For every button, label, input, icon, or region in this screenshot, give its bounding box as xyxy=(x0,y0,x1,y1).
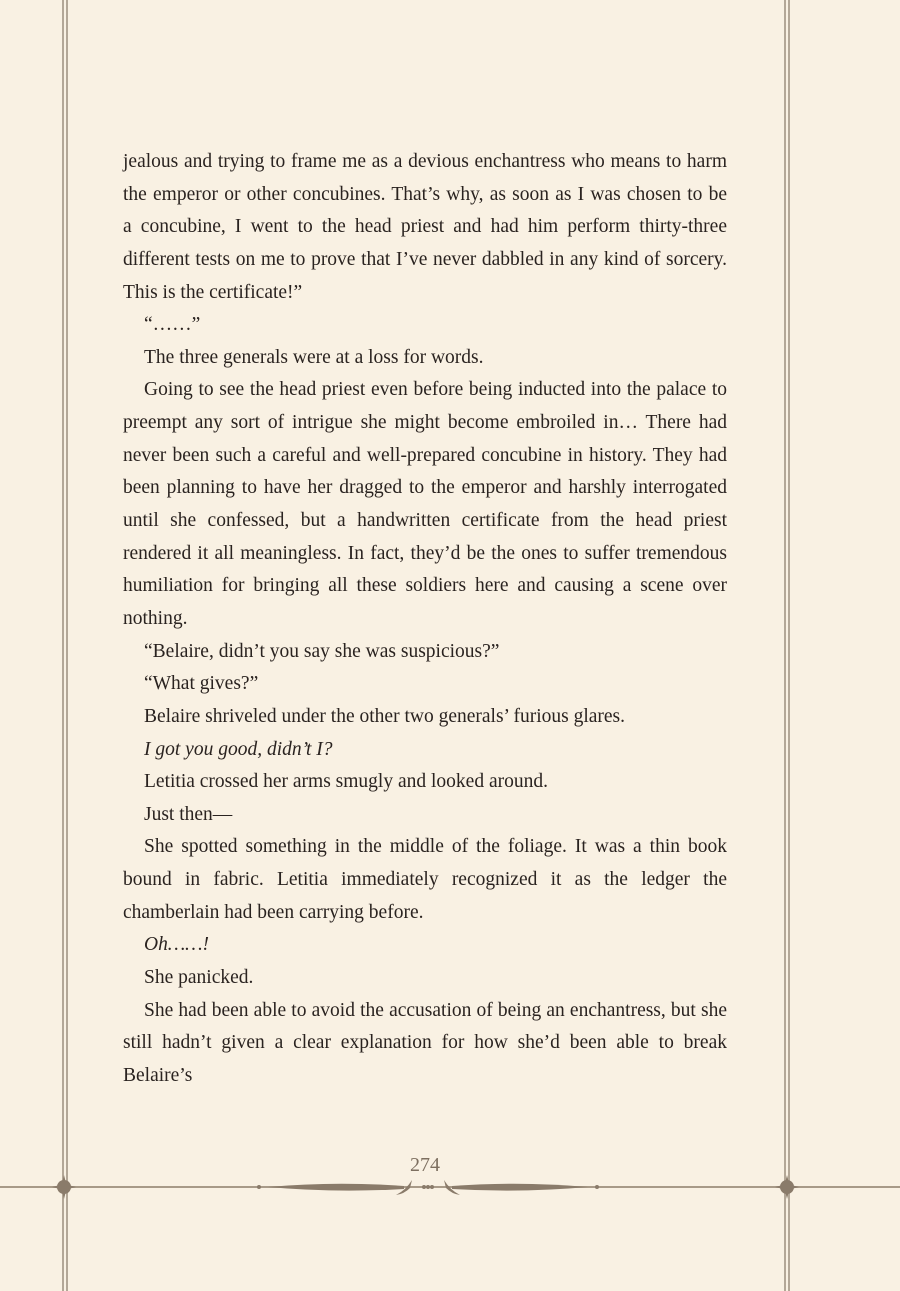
text-line: the emperor or other concubines. That’s why, as soon as I was chosen to be xyxy=(123,183,727,205)
text-line: Letitia crossed her arms smugly and looked around. xyxy=(144,771,548,793)
text-line: a concubine, I went to the head priest and had him perform thirty-three xyxy=(123,216,727,238)
text-line: Belaire shriveled under the other two generals’ furious glares. xyxy=(144,705,626,727)
text-line: The three generals were at a loss for words. xyxy=(144,346,484,368)
text-line: until she confessed, but a handwritten certificate from the head priest xyxy=(123,510,727,532)
text-line: humiliation for bringing all these soldiers here and causing a scene over xyxy=(123,575,727,597)
text-line: nothing. xyxy=(123,607,188,629)
page-number: 274 xyxy=(410,1154,440,1176)
right-border-outer xyxy=(788,0,790,1291)
text-line: been planning to have her dragged to the emperor and harshly interrogated xyxy=(123,477,727,499)
text-line: Just then— xyxy=(144,803,233,825)
left-border-inner xyxy=(66,0,68,1291)
text-line: This is the certificate!” xyxy=(123,281,303,303)
text-line: Oh……! xyxy=(144,934,210,956)
left-star-ornament-icon xyxy=(52,1175,76,1199)
left-border-outer xyxy=(62,0,64,1291)
right-border-inner xyxy=(784,0,786,1291)
text-line: I got you good, didn’t I? xyxy=(144,738,333,760)
text-line: “What gives?” xyxy=(144,673,259,695)
footer-ornament xyxy=(0,1170,900,1206)
text-line: “Belaire, didn’t you say she was suspicious?” xyxy=(144,640,500,662)
text-line: jealous and trying to frame me as a devious enchantress who means to harm xyxy=(123,151,727,172)
right-star-ornament-icon xyxy=(775,1175,799,1199)
text-line: different tests on me to prove that I’ve never dabbled in any kind of sorcery. xyxy=(123,248,727,270)
text-line: Going to see the head priest even before being inducted into the palace to xyxy=(144,379,727,401)
text-line: She panicked. xyxy=(144,967,254,989)
text-line: “……” xyxy=(144,314,201,336)
text-line: preempt any sort of intrigue she might become embroiled in… There had xyxy=(123,412,727,434)
page-body-text xyxy=(123,146,727,1086)
text-line: She had been able to avoid the accusation of being an enchantress, but she xyxy=(144,999,727,1021)
text-line: bound in fabric. Letitia immediately recognized it as the ledger the xyxy=(123,869,727,891)
text-line: never been such a careful and well-prepared concubine in history. They had xyxy=(123,444,727,466)
text-line: chamberlain had been carrying before. xyxy=(123,901,424,923)
text-line: She spotted something in the middle of the foliage. It was a thin book xyxy=(144,836,727,858)
text-line: rendered it all meaningless. In fact, they’d be the ones to suffer tremendous xyxy=(123,542,727,564)
text-line: still hadn’t given a clear explanation for how she’d been able to break Belaire’s xyxy=(123,1032,727,1086)
